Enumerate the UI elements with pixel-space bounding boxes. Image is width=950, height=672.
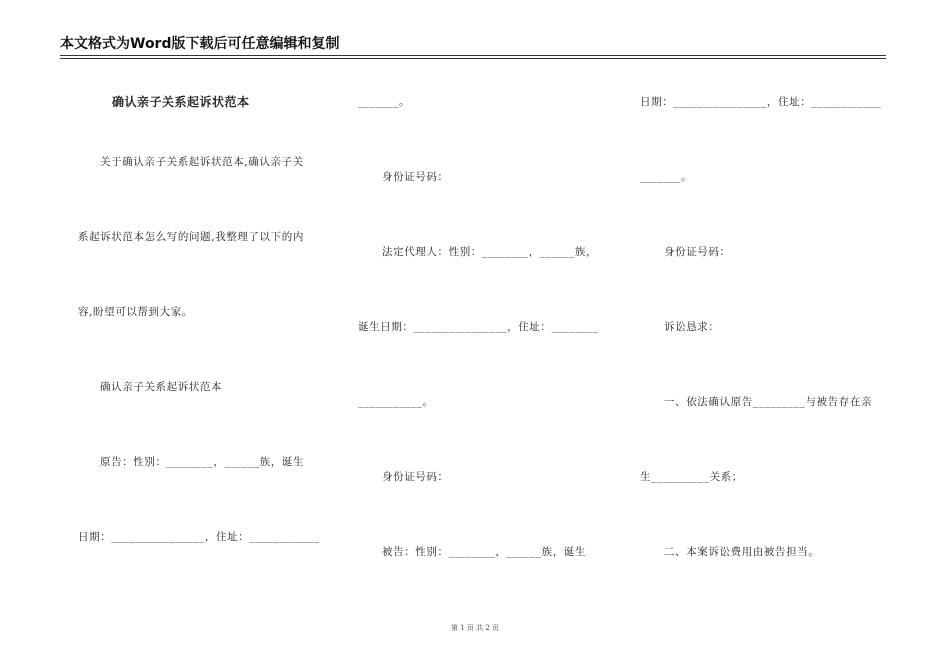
text-line: 一、依法确认原告_________与被告存在亲 [664,396,873,408]
text-line: 系起诉状范本怎么写的问题,我整理了以下的内 [78,231,304,243]
text-line: 生__________关系； [640,471,743,483]
text-line: 诞生日期：________________，住址：________ [358,321,599,333]
header-text: 本文格式为Word版下载后可任意编辑和复制 [60,36,340,52]
text-line: 身份证号码： [382,171,449,183]
text-line: 日期：________________，住址：____________ [78,531,320,543]
text-line: _______。 [640,171,693,183]
text-line: ___________。 [358,396,434,408]
text-line: 关于确认亲子关系起诉状范本,确认亲子关 [100,156,304,168]
text-line: 被告：性别：________，______族，诞生 [382,546,586,558]
text-line: 身份证号码： [664,246,731,258]
text-line: 二、本案诉讼费用由被告担当。 [664,546,820,558]
page-footer [0,623,950,633]
text-line: 日期：________________，住址：____________ [640,96,882,108]
text-line: 身份证号码： [382,471,449,483]
document-title: 确认亲子关系起诉状范本 [112,95,250,109]
text-line: 法定代理人：性别：________，______族， [382,246,598,258]
text-line: 确认亲子关系起诉状范本 [100,381,223,393]
text-line: 诉讼恳求： [664,321,720,333]
text-line: _______。 [358,96,411,108]
page-number: 第 1 页 共 2 页 [450,624,500,632]
text-line: 容,盼望可以帮到大家。 [78,306,193,318]
text-line: 原告：性别：________，______族，诞生 [100,456,304,468]
document-header [60,33,886,56]
